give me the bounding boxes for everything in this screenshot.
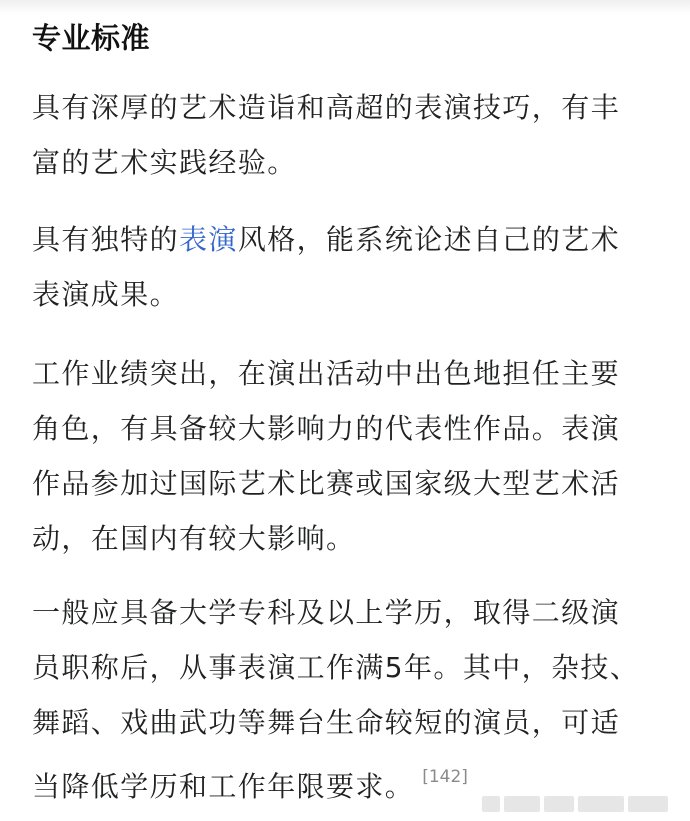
watermark-logo — [482, 793, 682, 815]
paragraph-performance-style — [32, 212, 642, 322]
top-edge-shadow — [0, 0, 690, 14]
paragraph-artistic-attainment: 具有深厚的艺术造诣和高超的表演技巧，有丰富的艺术实践经验。 — [32, 91, 621, 179]
watermark-mark — [628, 796, 668, 812]
watermark-mark — [482, 796, 500, 812]
watermark-mark — [544, 796, 574, 812]
reference-link[interactable]: [142] — [422, 767, 468, 787]
paragraph-text-before-link: 具有独特的 — [32, 223, 180, 256]
paragraph-work-achievements: 工作业绩突出，在演出活动中出色地担任主要角色，有具备较大影响力的代表性作品。表演作品参加过国际艺术比赛或国家级大型艺术活动，在国内有较大影响。 — [32, 357, 621, 555]
performance-link[interactable]: 表演 — [179, 223, 238, 256]
watermark-mark — [504, 796, 540, 812]
paragraph-text-after-link: 风格，能系统论述自己的艺术表演成果。 — [32, 223, 621, 311]
watermark-mark — [578, 796, 624, 812]
section-heading: 专业标准 — [32, 21, 151, 55]
paragraph-education-requirements — [32, 585, 642, 814]
paragraph-education-text: 一般应具备大学专科及以上学历，取得二级演员职称后，从事表演工作满5年。其中，杂技、舞蹈、戏曲武功等舞台生命较短的演员，可适当降低学历和工作年限要求。 — [32, 596, 640, 803]
